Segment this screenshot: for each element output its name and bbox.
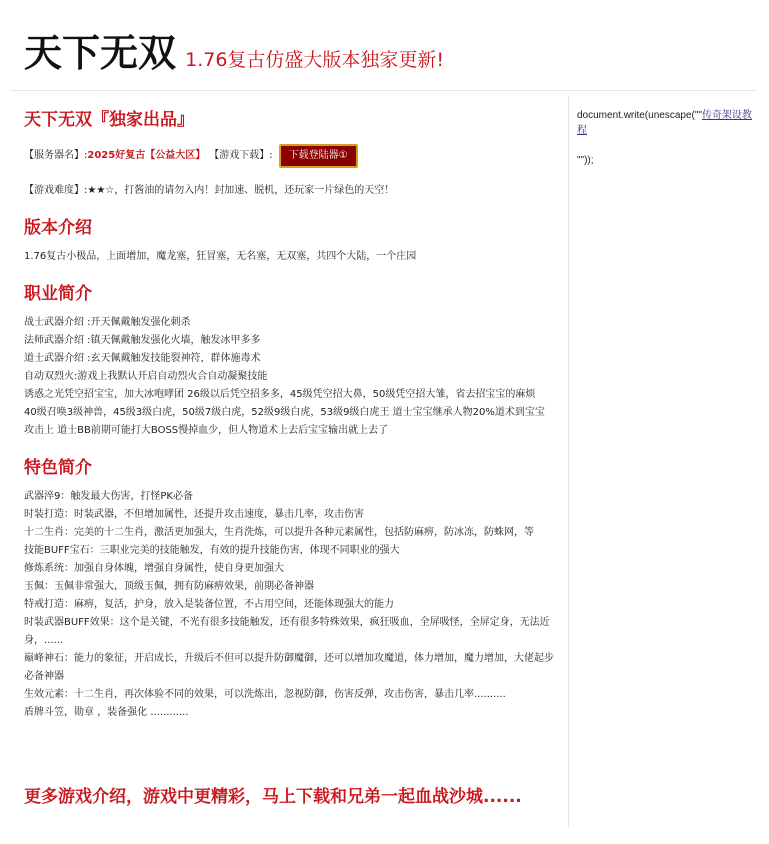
intro-heading: 天下无双『独家出品』 [24,110,194,130]
difficulty-text: 【游戏难度】:★★☆，打酱油的请勿入内！封加速、脱机，还玩家一片绿色的天空！ [24,185,395,196]
feature-line: 十二生肖：完美的十二生肖，激活更加强大，生肖洗炼，可以提升各种元素属性，包括防麻痹，防冰冻，防蛛网，等 [24,527,534,538]
footer-cta: 更多游戏介绍，游戏中更精彩，马上下载和兄弟一起血战沙城...... [24,787,522,807]
feature-line: 技能BUFF宝石：三职业完美的技能触发，有效的提升技能伤害，体现不同职业的强大 [24,545,400,556]
download-launcher-button[interactable]: 下载登陆器① [279,144,358,168]
class-line: 自动双烈火:游戏上我默认开启自动烈火合自动凝聚技能 [24,371,268,382]
feature-line: 时装打造：时装武器，不但增加属性，还提升攻击速度，暴击几率，攻击伤害 [24,509,364,520]
feature-line: 修炼系统：加强自身体魄，增强自身属性，使自身更加强大 [24,563,284,574]
server-name: 2025好复古【公益大区】 [87,150,206,161]
feature-line: 盾牌斗笠，勋章 ，装备强化 ............ [24,707,189,718]
class-line: 道士武器介绍 :玄天佩戴触发技能裂神符，群体施毒术 [24,353,261,364]
sidebar-code-prefix: document.write(unescape("" [577,110,702,121]
version-text: 1.76复古小极品，上面增加，魔龙塞，狂冒塞，无名塞，无双塞，共四个大陆，一个庄园 [24,251,417,262]
sidebar-code-suffix: "")); [577,155,594,166]
feature-line: 玉佩：玉佩非常强大，顶级玉佩，拥有防麻痹效果，前期必备神器 [24,581,314,592]
class-section [24,282,554,440]
server-label: 【服务器名】: [24,150,88,161]
class-line: 诱惑之光凭空招宝宝，加大冰咆哮团 26级以后凭空招多多，45级凭空招大鼻，50级凭空招大雏，省去招宝宝的麻烦 [24,389,536,400]
site-title: 天下无双 [24,31,177,75]
version-section [24,216,554,266]
download-label: 【游戏下载】: [209,150,273,161]
site-tagline: 1.76复古仿盛大版本独家更新! [185,49,445,71]
site-header [24,22,445,75]
tutorial-link[interactable]: 传奇架设教程 [577,110,752,136]
class-line: 40级召唤3级神兽，45级3级白虎，50级7级白虎，52级9级白虎，53级9级白虎王 道士宝宝继承人物20%道术到宝宝攻击上 道士BB前期可能打大BOSS慢掉血少，但人物道术上去后宝宝输出就上去了 [24,407,545,436]
feature-section [24,456,554,722]
feature-line: 武器淬9：触发最大伤害，打怪PK必备 [24,491,193,502]
server-info-row [24,144,554,168]
feature-line: 特戒打造：麻痹，复活，护身，放入是装备位置，不占用空间，还能体现强大的能力 [24,599,394,610]
feature-line: 巅峰神石：能力的象征，开启成长，升级后不但可以提升防御魔御，还可以增加攻魔道，体力增加，魔力增加，大佬起步必备神器 [24,653,554,682]
class-heading: 职业简介 [24,284,92,304]
main-content [24,108,554,722]
version-heading: 版本介绍 [24,218,92,238]
feature-heading: 特色简介 [24,458,92,478]
sidebar-divider [568,96,569,828]
sidebar [577,108,757,168]
feature-line: 时装武器BUFF效果：这个是关键，不光有很多技能触发，还有很多特殊效果，疯狂吸血，全屏吸怪，全屏定身，无法近身，...... [24,617,550,646]
class-line: 法师武器介绍 :镇天佩戴触发强化火墙，触发冰甲多多 [24,335,261,346]
class-line: 战士武器介绍 :开天佩戴触发强化刺杀 [24,317,191,328]
header-divider [10,90,757,91]
feature-line: 生效元素：十二生肖，再次体验不同的效果，可以洗炼出，忽视防御，伤害反弹，攻击伤害，暴击几率.......... [24,689,506,700]
